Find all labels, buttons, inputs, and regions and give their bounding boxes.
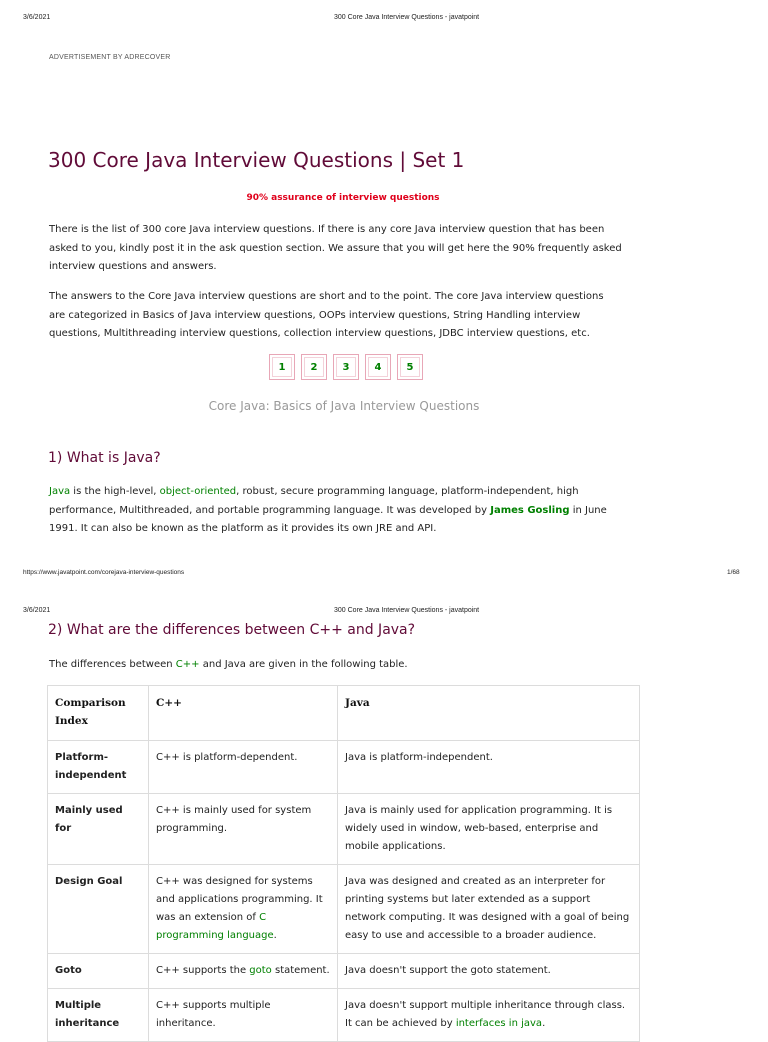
intro-line: There is the list of 300 core Java interview questions. If there is any core Java interview question that has been: [49, 224, 605, 235]
java-link[interactable]: Java: [49, 486, 71, 497]
cpp-link[interactable]: C++: [175, 659, 200, 670]
page-link-4[interactable]: 4: [365, 354, 391, 380]
cpp-cell: C++ is platform-dependent.: [149, 741, 338, 794]
print-doc-title: 300 Core Java Interview Questions - javatpoint: [334, 607, 480, 614]
table-row: [48, 794, 640, 865]
row-index: Goto: [48, 954, 149, 989]
header-cpp: C++: [149, 686, 338, 741]
cell-text: .: [542, 1018, 546, 1029]
cell-text: .: [273, 930, 277, 941]
row-index: Design Goal: [48, 865, 149, 954]
comparison-table: [47, 685, 640, 1042]
pagination: [269, 354, 423, 380]
page-link-3[interactable]: 3: [333, 354, 359, 380]
cpp-cell: [149, 954, 338, 989]
category-line: are categorized in Basics of Java interview questions, OOPs interview questions, String Handling interview: [49, 309, 581, 321]
object-oriented-link[interactable]: object-oriented: [159, 486, 237, 497]
page-link-1[interactable]: 1: [269, 354, 295, 380]
header-comparison-index: Comparison Index: [48, 686, 149, 741]
c-programming-link[interactable]: C programming language: [156, 912, 274, 941]
cpp-cell: C++ is mainly used for system programming.: [149, 794, 338, 865]
cell-text: statement.: [271, 965, 330, 976]
cpp-cell: C++ supports multiple inheritance.: [149, 989, 338, 1042]
intro-line: asked to you, kindly post it in the ask question section. We assure that you will get here the 90% frequently asked: [49, 242, 622, 254]
java-cell: Java was designed and created as an interpreter for printing systems but later extended as a support network computing. It was designed with a goal of being easy to use and accessible to a broader audience.: [338, 865, 640, 954]
cell-text: C++ supports the: [156, 965, 250, 976]
java-cell: Java is mainly used for application programming. It is widely used in window, web-based, enterprise and mobile applications.: [338, 794, 640, 865]
question-1-title: 1) What is Java?: [48, 450, 161, 466]
row-index: Platform-independent: [48, 741, 149, 794]
james-gosling-link[interactable]: James Gosling: [490, 504, 570, 516]
cell-text: C++ was designed for systems and applications programming. It was an extension of: [156, 876, 323, 923]
table-row: [48, 989, 640, 1042]
page-link-5[interactable]: 5: [397, 354, 423, 380]
cpp-cell: [149, 865, 338, 954]
cell-text: Java doesn't support multiple inheritance through class. It can be achieved by: [345, 1000, 626, 1029]
table-row: [48, 741, 640, 794]
java-cell: Java is platform-independent.: [338, 741, 640, 794]
category-paragraph: [49, 288, 649, 344]
category-line: questions, Multithreading interview questions, collection interview questions, JDBC interview questions, etc.: [49, 328, 590, 339]
row-index: Mainly used for: [48, 794, 149, 865]
category-line: The answers to the Core Java interview questions are short and to the point. The core Java interview questions: [49, 291, 604, 302]
java-cell: [338, 989, 640, 1042]
row-index: Multiple inheritance: [48, 989, 149, 1042]
print-doc-title: 300 Core Java Interview Questions - javatpoint: [334, 14, 480, 21]
question-2-intro: [49, 656, 649, 675]
interfaces-in-java-link[interactable]: interfaces in java: [455, 1018, 543, 1029]
answer-text: performance, Multithreaded, and portable programming language. It was developed by: [49, 504, 491, 516]
table-row: [48, 954, 640, 989]
print-url: https://www.javatpoint.com/corejava-interview-questions: [23, 569, 185, 576]
print-page-number: 1/68: [727, 569, 740, 576]
question-2-title: 2) What are the differences between C++ and Java?: [48, 622, 416, 638]
answer-text: 1991. It can also be known as the platform as it provides its own JRE and API.: [49, 523, 437, 534]
assurance-note: 90% assurance of interview questions: [246, 193, 440, 203]
header-java: Java: [338, 686, 640, 741]
page-title: 300 Core Java Interview Questions | Set 1: [48, 148, 465, 172]
goto-link[interactable]: goto: [249, 965, 272, 976]
print-date: 3/6/2021: [23, 607, 51, 614]
answer-text: in June: [569, 504, 607, 516]
intro-paragraph: [49, 221, 649, 277]
java-cell: Java doesn't support the goto statement.: [338, 954, 640, 989]
answer-text: and Java are given in the following table.: [199, 659, 408, 670]
page-link-2[interactable]: 2: [301, 354, 327, 380]
print-date: 3/6/2021: [23, 14, 51, 21]
section-heading: Core Java: Basics of Java Interview Questions: [208, 399, 480, 413]
answer-text: , robust, secure programming language, platform-independent, high: [236, 486, 579, 497]
intro-line: interview questions and answers.: [49, 261, 217, 272]
question-1-answer: [49, 483, 649, 539]
table-header-row: [48, 686, 640, 741]
advertisement-label: ADVERTISEMENT BY ADRECOVER: [49, 54, 171, 61]
answer-text: The differences between: [49, 659, 176, 670]
answer-text: is the high-level,: [70, 486, 160, 497]
table-row: [48, 865, 640, 954]
